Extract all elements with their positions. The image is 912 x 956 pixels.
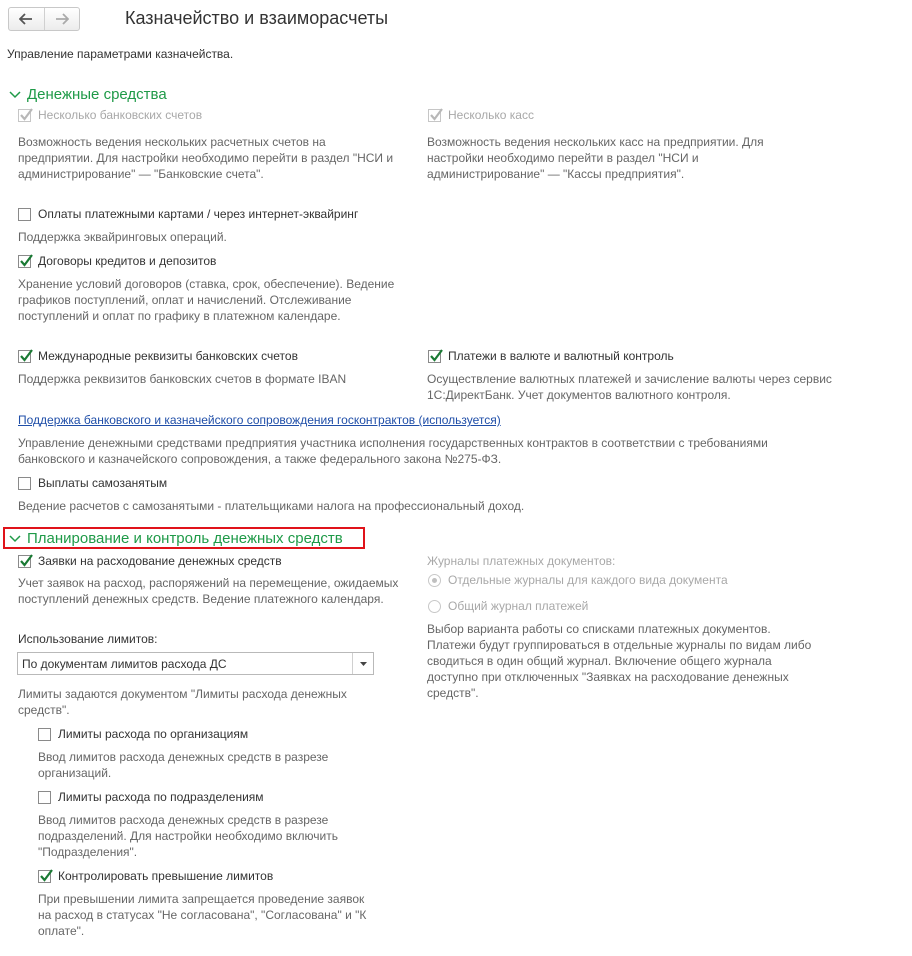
requests-label: Заявки на расходование денежных средств [38,554,282,568]
self-employed-desc: Ведение расчетов с самозанятыми - плательщиками налога на профессиональный доход. [18,499,525,513]
back-button[interactable] [9,8,44,30]
limits-usage-label: Использование лимитов: [18,632,158,646]
check-icon [18,107,34,123]
triangle-down-icon [360,662,367,666]
journals-common-label: Общий журнал платежей [448,599,589,613]
credits-desc: Хранение условий договоров (ставка, срок, обеспечение). Ведение графиков поступлений, оплат и начислений. Отслеживание поступлений и оплат по графику в платежном календаре. [18,277,395,323]
multi-accounts-checkbox[interactable] [18,108,202,122]
card-payments-desc: Поддержка эквайринговых операций. [18,230,227,244]
currency-checkbox[interactable] [428,349,674,363]
intl-details-label: Международные реквизиты банковских счетов [38,349,298,363]
checkbox-box [38,791,51,804]
self-employed-label: Выплаты самозанятым [38,476,168,490]
radio-circle [428,574,441,587]
chevron-down-icon [9,91,21,99]
multi-cash-desc: Возможность ведения нескольких касс на предприятии. Для настройки необходимо перейти в раздел "НСИ и администрирование" — "Кассы предприятия". [427,135,764,181]
checkbox-box [428,350,441,363]
journals-common-radio[interactable] [428,599,588,613]
check-icon [428,348,444,364]
checkbox-box [18,109,31,122]
radio-dot [432,578,437,583]
self-employed-checkbox[interactable] [18,476,167,490]
limits-usage-value: По документам лимитов расхода ДС [22,656,227,671]
radio-circle [428,600,441,613]
limits-by-org-label: Лимиты расхода по организациям [58,727,249,741]
intl-details-desc: Поддержка реквизитов банковских счетов в формате IBAN [18,372,347,386]
history-nav [8,7,80,31]
limits-usage-desc: Лимиты задаются документом "Лимиты расхода денежных средств". [18,687,347,717]
limits-by-dept-label: Лимиты расхода по подразделениям [58,790,264,804]
journals-label: Журналы платежных документов: [427,554,616,568]
check-icon [428,107,444,123]
check-icon [38,868,54,884]
multi-accounts-desc: Возможность ведения нескольких расчетных счетов на предприятии. Для настройки необходимо перейти в раздел "НСИ и администрирование" — "Банковские счета". [18,135,394,181]
card-payments-checkbox[interactable] [18,207,358,221]
multi-cash-label: Несколько касс [448,108,534,122]
gov-contracts-desc: Управление денежными средствами предприятия участника исполнения государственных контрактов в соответствии с требованиями банковского и казначейского сопровождения, а также федерального закона №275-ФЗ. [18,436,768,466]
section-money[interactable] [9,86,167,103]
page-title: Казначейство и взаиморасчеты [125,8,389,28]
limits-by-org-desc: Ввод лимитов расхода денежных средств в разрезе организаций. [38,750,329,780]
arrow-right-icon [55,13,69,25]
limits-by-org-checkbox[interactable] [38,727,248,741]
dropdown-button[interactable] [352,653,373,674]
arrow-left-icon [19,13,33,25]
requests-checkbox[interactable] [18,554,282,568]
checkbox-box [18,208,31,221]
limits-control-label: Контролировать превышение лимитов [58,869,274,883]
multi-cash-checkbox[interactable] [428,108,534,122]
forward-button[interactable] [44,8,80,30]
checkbox-box [38,870,51,883]
gov-contracts-link[interactable]: Поддержка банковского и казначейского сопровождения госконтрактов (используется) [18,413,501,427]
credits-checkbox[interactable] [18,254,216,268]
multi-accounts-label: Несколько банковских счетов [38,108,203,122]
checkbox-box [18,350,31,363]
chevron-down-icon [9,535,21,543]
currency-label: Платежи в валюте и валютный контроль [448,349,674,363]
journals-desc: Выбор варианта работы со списками платежных документов. Платежи будут группироваться в отдельные журналы по видам либо сводиться в один общий журнал. Включение общего журнала доступно при отключенных "Заявках на расходование денежных средств". [427,622,812,700]
section-planning-title: Планирование и контроль денежных средств [27,530,343,547]
limits-by-dept-checkbox[interactable] [38,790,264,804]
check-icon [18,253,34,269]
checkbox-box [428,109,441,122]
limits-by-dept-desc: Ввод лимитов расхода денежных средств в разрезе подразделений. Для настройки необходимо включить "Подразделения". [38,813,338,859]
journals-separate-radio[interactable] [428,573,728,587]
section-money-title: Денежные средства [27,86,167,103]
checkbox-box [18,477,31,490]
limits-control-desc: При превышении лимита запрещается проведение заявок на расход в статусах "Не согласована", "Согласована" и "К оплате". [38,892,367,938]
journals-separate-label: Отдельные журналы для каждого вида документа [448,573,728,587]
limits-usage-select[interactable] [17,652,374,675]
page-subtitle: Управление параметрами казначейства. [7,47,234,61]
limits-control-checkbox[interactable] [38,869,273,883]
check-icon [18,348,34,364]
currency-desc: Осуществление валютных платежей и зачисление валюты через сервис 1С:ДиректБанк. Учет документов валютного контроля. [427,372,832,402]
credits-label: Договоры кредитов и депозитов [38,254,217,268]
checkbox-box [38,728,51,741]
checkbox-box [18,255,31,268]
section-planning[interactable] [9,530,343,547]
intl-details-checkbox[interactable] [18,349,298,363]
card-payments-label: Оплаты платежными картами / через интернет-эквайринг [38,207,359,221]
check-icon [18,553,34,569]
checkbox-box [18,555,31,568]
requests-desc: Учет заявок на расход, распоряжений на перемещение, ожидаемых поступлений денежных средств. Ведение платежного календаря. [18,576,399,606]
